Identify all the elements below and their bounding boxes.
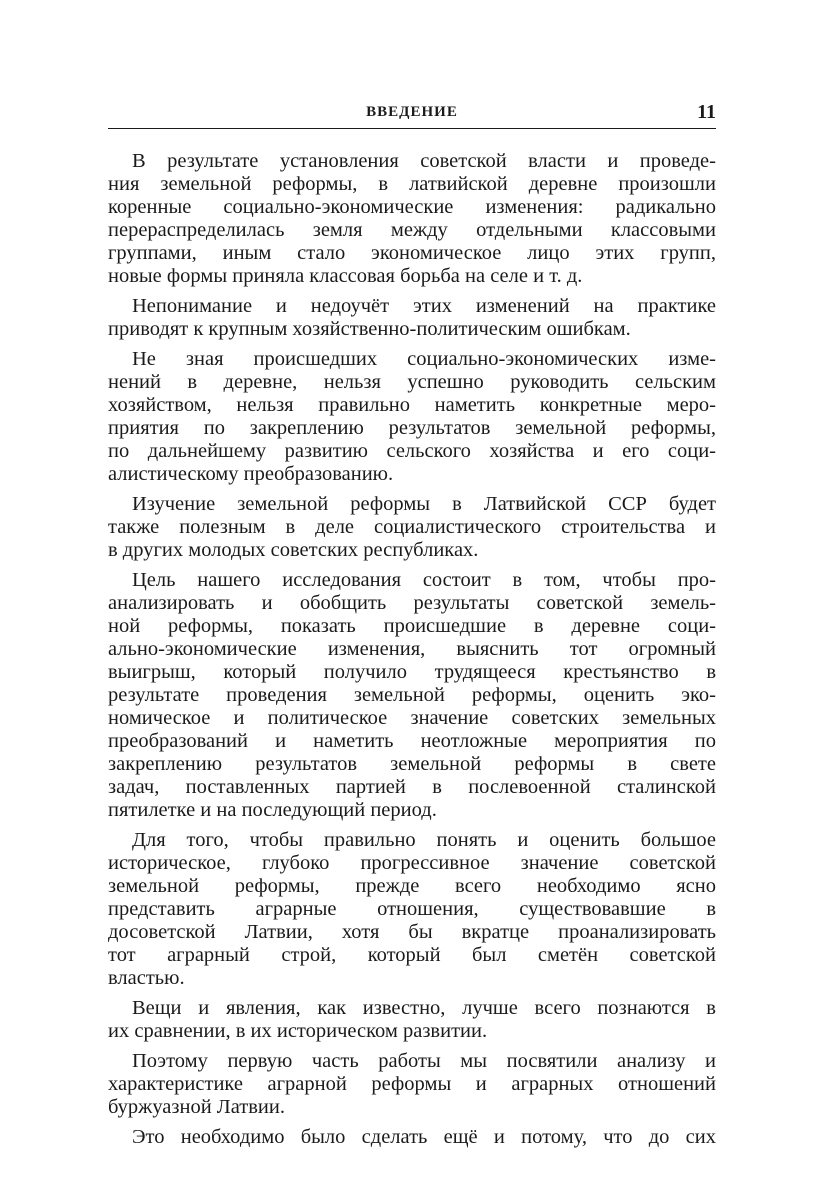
text-line: властью.: [108, 967, 185, 989]
text-line: представить аграрные отношения, существовавшие в: [108, 898, 716, 920]
body-text: [108, 150, 716, 1156]
text-line: выигрыш, который получило трудящееся крестьянство в: [108, 661, 716, 683]
text-line: ной реформы, показать происшедшие в деревне соци-: [108, 615, 716, 637]
paragraph: [108, 829, 716, 990]
paragraph: [108, 569, 716, 822]
text-line: Для того, чтобы правильно понять и оценить большое: [132, 829, 716, 851]
text-line: Не зная происшедших социально-экономических изме-: [132, 348, 716, 370]
text-line: задач, поставленных партией в послевоенной сталинской: [108, 776, 716, 798]
text-line: ально-экономические изменения, выяснить тот огромный: [108, 638, 716, 660]
paragraph: [108, 1126, 716, 1149]
paragraph: [108, 150, 716, 288]
text-line: новые формы приняла классовая борьба на селе и т. д.: [108, 265, 583, 287]
text-line: результате проведения земельной реформы, оценить эко-: [108, 684, 716, 706]
page-number: 11: [697, 101, 716, 123]
text-line: тот аграрный строй, который был сметён советской: [108, 944, 716, 966]
text-line: Поэтому первую часть работы мы посвятили анализу и: [132, 1050, 716, 1072]
text-line: земельной реформы, прежде всего необходимо ясно: [108, 875, 716, 897]
text-line: буржуазной Латвии.: [108, 1096, 285, 1118]
text-line: Вещи и явления, как известно, лучше всего познаются в: [132, 997, 716, 1019]
header-rule: [108, 128, 716, 129]
paragraph: [108, 997, 716, 1043]
text-line: закреплению результатов земельной реформы в свете: [108, 753, 716, 775]
text-line: группами, иным стало экономическое лицо этих групп,: [108, 242, 716, 264]
text-line: ния земельной реформы, в латвийской деревне произошли: [108, 173, 716, 195]
text-line: алистическому преобразованию.: [108, 463, 394, 485]
text-line: приятия по закреплению результатов земельной реформы,: [108, 417, 716, 439]
text-line: Изучение земельной реформы в Латвийской ССР будет: [132, 493, 716, 515]
text-line: нений в деревне, нельзя успешно руководить сельским: [108, 371, 716, 393]
text-line: Цель нашего исследования состоит в том, чтобы про-: [132, 569, 716, 591]
text-line: коренные социально-экономические изменения: радикально: [108, 196, 716, 218]
text-line: по дальнейшему развитию сельского хозяйства и его соци-: [108, 440, 716, 462]
running-head: [108, 100, 716, 128]
text-line: Непонимание и недоучёт этих изменений на практике: [132, 295, 716, 317]
text-line: анализировать и обобщить результаты советской земель-: [108, 592, 716, 614]
paragraph: [108, 493, 716, 562]
text-line: В результате установления советской власти и проведе-: [132, 150, 716, 172]
text-line: преобразований и наметить неотложные мероприятия по: [108, 730, 716, 752]
paragraph: [108, 295, 716, 341]
text-line: характеристике аграрной реформы и аграрных отношений: [108, 1073, 716, 1095]
text-line: Это необходимо было сделать ещё и потому, что до сих: [132, 1126, 716, 1148]
text-line: хозяйством, нельзя правильно наметить конкретные меро-: [108, 394, 716, 416]
paragraph: [108, 1050, 716, 1119]
text-line: историческое, глубоко прогрессивное значение советской: [108, 852, 716, 874]
running-title: ВВЕДЕНИЕ: [366, 104, 458, 120]
paragraph: [108, 348, 716, 486]
text-line: досоветской Латвии, хотя бы вкратце проанализировать: [108, 921, 716, 943]
text-line: в других молодых советских республиках.: [108, 539, 479, 561]
text-line: номическое и политическое значение советских земельных: [108, 707, 716, 729]
text-line: приводят к крупным хозяйственно-политическим ошибкам.: [108, 318, 631, 340]
text-line: перераспределилась земля между отдельными классовыми: [108, 219, 716, 241]
text-line: также полезным в деле социалистического строительства и: [108, 516, 716, 538]
text-line: их сравнении, в их историческом развитии.: [108, 1020, 488, 1042]
text-line: пятилетке и на последующий период.: [108, 799, 437, 821]
